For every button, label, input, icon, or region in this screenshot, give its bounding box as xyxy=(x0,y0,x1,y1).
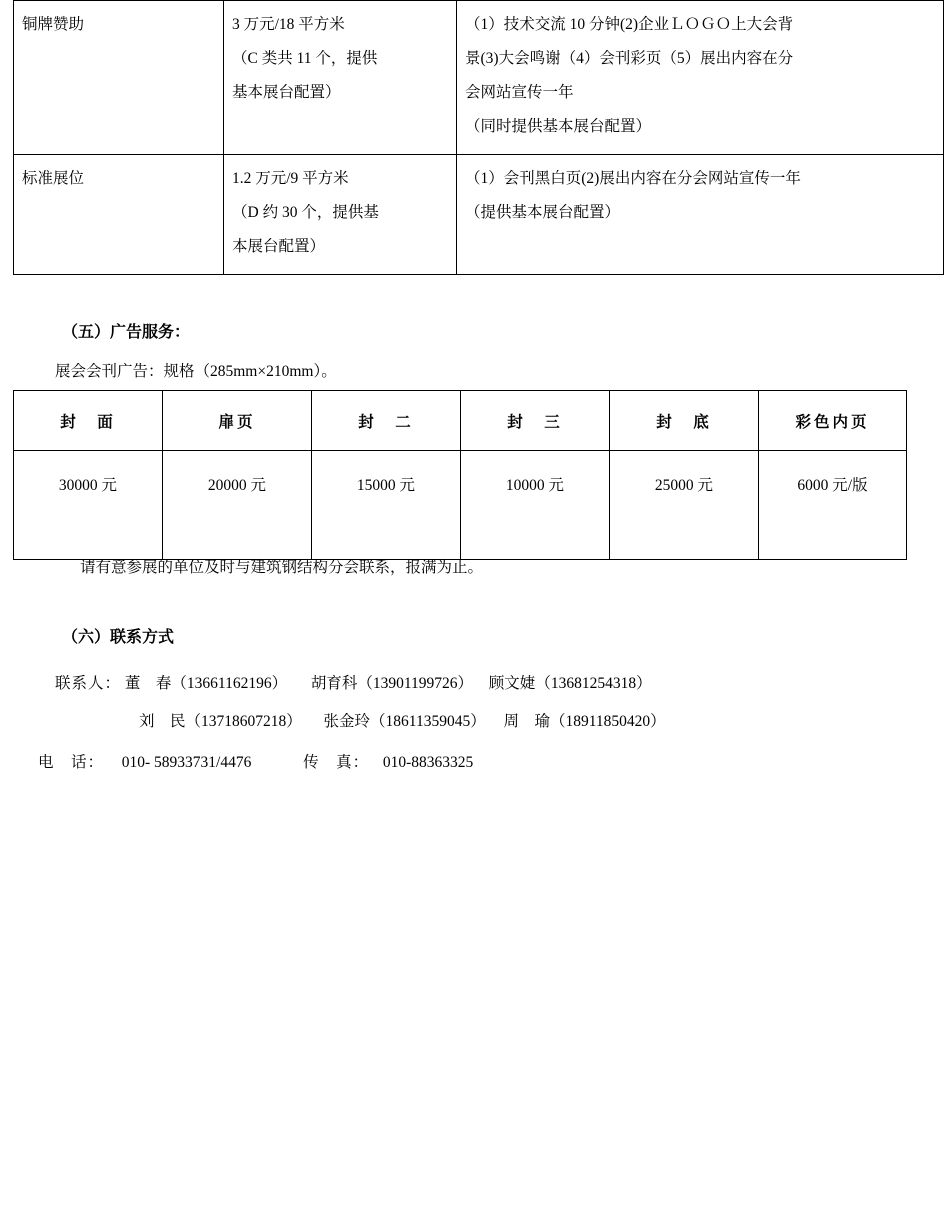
contact-phone: （13661162196） xyxy=(171,675,288,692)
sponsorship-table-wrapper xyxy=(0,0,947,275)
contact-tel-fax-row xyxy=(38,755,473,771)
price-line: （D 约 30 个，提供基 xyxy=(232,204,379,221)
benefit-line: （1）技术交流 10 分钟(2)企业ＬＯＧＯ上大会背 xyxy=(465,16,794,33)
fax-label: 传 真： xyxy=(303,754,370,771)
table-row xyxy=(14,155,944,275)
fax-value: 010-88363325 xyxy=(382,754,474,771)
price-line: 基本展台配置） xyxy=(232,84,341,101)
column-header: 封 底 xyxy=(610,391,759,451)
benefit-line: （1）会刊黑白页(2)展出内容在分会网站宣传一年 xyxy=(465,170,801,187)
advertising-price-table xyxy=(13,390,907,560)
sponsor-level-label: 铜牌赞助 xyxy=(22,16,85,33)
column-header: 封 二 xyxy=(312,391,461,451)
column-header: 扉页 xyxy=(163,391,312,451)
price-line: （C 类共 11 个，提供 xyxy=(232,50,378,67)
price-cell: 25000 元 xyxy=(610,451,759,560)
contact-section-heading: （六）联系方式 xyxy=(62,629,175,646)
price-line: 本展台配置） xyxy=(232,238,326,255)
column-header: 彩色内页 xyxy=(759,391,907,451)
contact-name: 刘 民 xyxy=(139,713,186,730)
sponsor-price-cell xyxy=(224,1,457,155)
ads-spec-text: 展会会刊广告：规格（285mm×210mm）。 xyxy=(55,363,337,380)
contact-phone: （13901199726） xyxy=(357,675,474,692)
contact-phone: （18611359045） xyxy=(370,713,486,730)
column-header: 封 三 xyxy=(461,391,610,451)
benefit-line: （同时提供基本展台配置） xyxy=(465,118,652,135)
contact-phone: （13718607218） xyxy=(185,713,302,730)
column-header: 封 面 xyxy=(14,391,163,451)
price-cell: 20000 元 xyxy=(163,451,312,560)
price-line: 1.2 万元/9 平方米 xyxy=(232,170,349,187)
contact-name: 周 瑜 xyxy=(503,713,550,730)
price-line: 3 万元/18 平方米 xyxy=(232,16,345,33)
benefit-line: （提供基本展台配置） xyxy=(465,204,621,221)
sponsor-price-cell xyxy=(224,155,457,275)
sponsor-level-cell xyxy=(14,1,224,155)
table-row xyxy=(14,1,944,155)
sponsor-level-label: 标准展位 xyxy=(22,170,85,187)
ads-table-wrapper xyxy=(0,390,947,560)
ads-section-heading: （五）广告服务： xyxy=(62,324,191,341)
exhibition-notice-text: 请有意参展的单位及时与建筑钢结构分会联系，报满为止。 xyxy=(80,559,484,576)
price-cell: 6000 元/版 xyxy=(759,451,907,560)
contact-name: 胡育科 xyxy=(310,675,358,692)
sponsor-benefit-cell xyxy=(457,155,944,275)
contact-phone: （18911850420） xyxy=(550,713,666,730)
sponsor-level-cell xyxy=(14,155,224,275)
sponsor-benefit-cell xyxy=(457,1,944,155)
benefit-line: 景(3)大会鸣谢（4）会刊彩页（5）展出内容在分 xyxy=(465,50,794,67)
contact-people-row-2 xyxy=(139,714,666,730)
price-cell: 30000 元 xyxy=(14,451,163,560)
telephone-label: 电 话： xyxy=(38,754,105,771)
contact-name: 顾文婕 xyxy=(488,675,536,692)
contact-person-label: 联系人： xyxy=(55,675,122,692)
contact-phone: （13681254318） xyxy=(535,675,652,692)
table-header-row xyxy=(14,391,907,451)
price-cell: 10000 元 xyxy=(461,451,610,560)
price-cell: 15000 元 xyxy=(312,451,461,560)
telephone-value: 010- 58933731/4476 xyxy=(121,754,252,771)
sponsorship-table xyxy=(13,0,944,275)
table-row xyxy=(14,451,907,560)
contact-name: 董 春 xyxy=(124,675,172,692)
contact-name: 张金玲 xyxy=(323,713,371,730)
contact-people-row-1 xyxy=(55,676,652,692)
benefit-line: 会网站宣传一年 xyxy=(465,84,574,101)
